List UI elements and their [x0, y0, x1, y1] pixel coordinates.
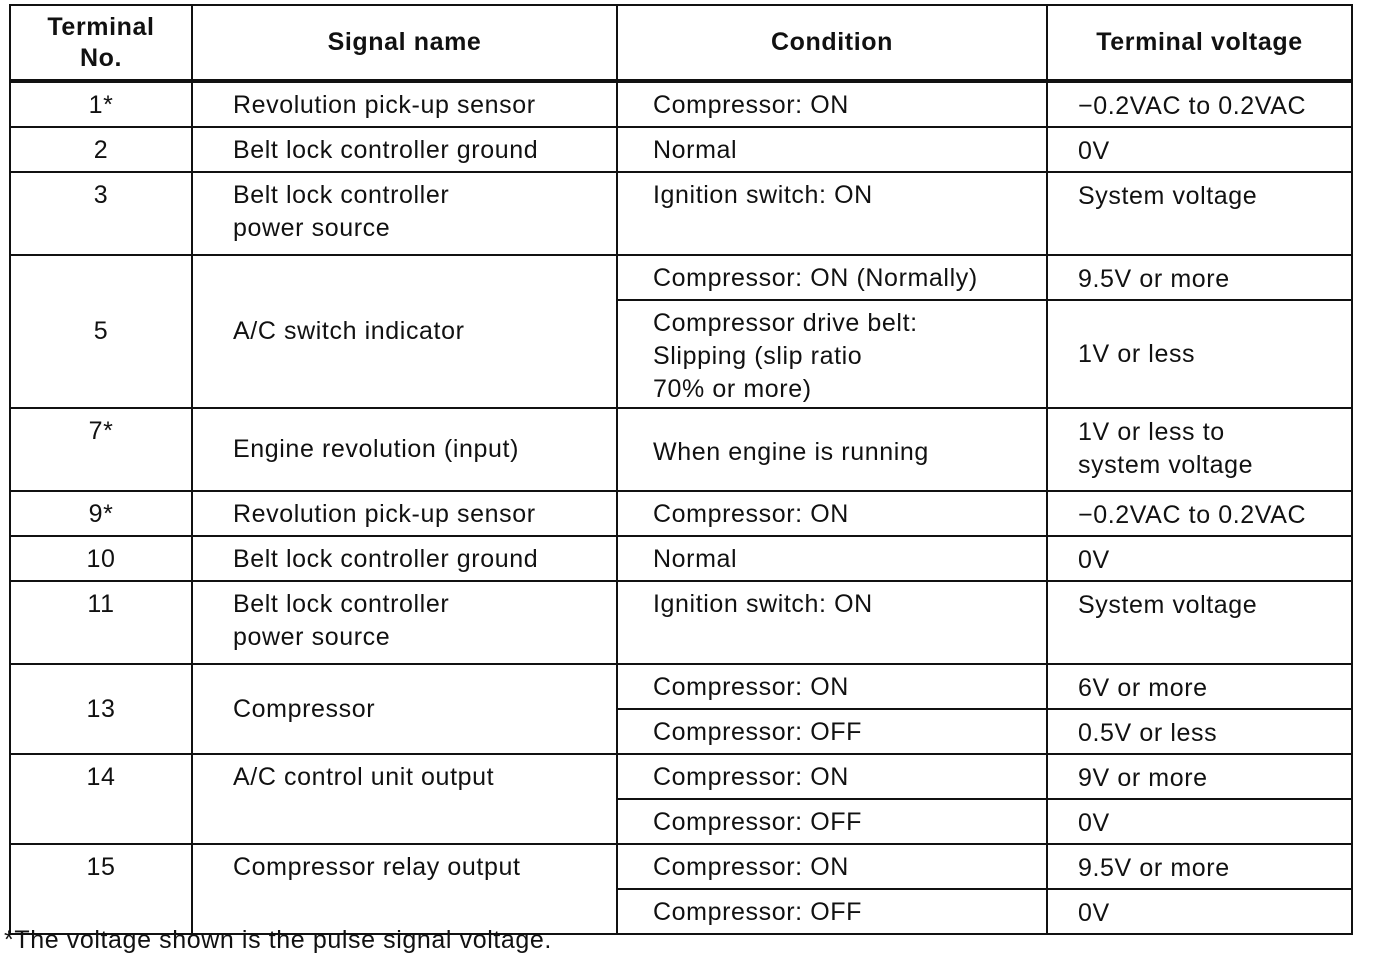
condition: When engine is running: [617, 408, 1047, 491]
signal-name: A/C switch indicator: [192, 255, 617, 408]
signal-name: Belt lock controller ground: [192, 127, 617, 172]
signal-name: Belt lock controller power source: [192, 172, 617, 255]
condition: Compressor drive belt: Slipping (slip ratio 70% or more): [617, 300, 1047, 408]
terminal-number: 3: [10, 172, 192, 255]
terminal-number: 9*: [10, 491, 192, 536]
terminal-voltage: −0.2VAC to 0.2VAC: [1047, 491, 1352, 536]
condition: Compressor: ON: [617, 664, 1047, 709]
terminal-number: 15: [10, 844, 192, 934]
condition: Normal: [617, 127, 1047, 172]
terminal-number: 5: [10, 255, 192, 408]
terminal-number: 13: [10, 664, 192, 754]
table-row: [10, 127, 1352, 172]
terminal-voltage: 0V: [1047, 536, 1352, 581]
terminal-voltage: 0.5V or less: [1047, 709, 1352, 754]
signal-name: Compressor relay output: [192, 844, 617, 934]
terminal-voltage: −0.2VAC to 0.2VAC: [1047, 81, 1352, 127]
condition: Ignition switch: ON: [617, 172, 1047, 255]
terminal-voltage: System voltage: [1047, 172, 1352, 255]
terminal-number: 14: [10, 754, 192, 844]
terminal-voltage: System voltage: [1047, 581, 1352, 664]
terminal-voltage: 6V or more: [1047, 664, 1352, 709]
signal-name: Revolution pick-up sensor: [192, 81, 617, 127]
condition: Compressor: ON: [617, 844, 1047, 889]
terminal-number: 11: [10, 581, 192, 664]
table-row: [10, 581, 1352, 664]
terminal-number: 10: [10, 536, 192, 581]
condition: Ignition switch: ON: [617, 581, 1047, 664]
terminal-voltage: 9V or more: [1047, 754, 1352, 799]
table-row: [10, 491, 1352, 536]
header-signal-name: Signal name: [192, 5, 617, 81]
table-row: [10, 172, 1352, 255]
header-condition: Condition: [617, 5, 1047, 81]
table-row: [10, 844, 1352, 889]
signal-name: Belt lock controller power source: [192, 581, 617, 664]
table-row: [10, 664, 1352, 709]
condition: Compressor: OFF: [617, 709, 1047, 754]
signal-name: Compressor: [192, 664, 617, 754]
signal-name: Engine revolution (input): [192, 408, 617, 491]
terminal-number: 1*: [10, 81, 192, 127]
condition: Compressor: OFF: [617, 799, 1047, 844]
footnote: *The voltage shown is the pulse signal voltage.: [4, 926, 552, 954]
header-terminal-voltage: Terminal voltage: [1047, 5, 1352, 81]
terminal-number: 2: [10, 127, 192, 172]
terminal-voltage: 0V: [1047, 889, 1352, 934]
table-row: [10, 255, 1352, 300]
terminal-voltage: 1V or less to system voltage: [1047, 408, 1352, 491]
terminal-voltage: 0V: [1047, 799, 1352, 844]
condition: Compressor: ON: [617, 491, 1047, 536]
terminal-voltage: 9.5V or more: [1047, 844, 1352, 889]
condition: Compressor: OFF: [617, 889, 1047, 934]
table-row: [10, 536, 1352, 581]
terminal-number: 7*: [10, 408, 192, 491]
condition: Normal: [617, 536, 1047, 581]
terminal-voltage: 9.5V or more: [1047, 255, 1352, 300]
condition: Compressor: ON (Normally): [617, 255, 1047, 300]
signal-name: Revolution pick-up sensor: [192, 491, 617, 536]
table-row: [10, 408, 1352, 491]
condition: Compressor: ON: [617, 81, 1047, 127]
table-row: [10, 81, 1352, 127]
table-header-row: [10, 5, 1352, 81]
table-row: [10, 754, 1352, 799]
header-terminal-no: Terminal No.: [10, 5, 192, 81]
terminal-voltage: 1V or less: [1047, 300, 1352, 408]
signal-name: Belt lock controller ground: [192, 536, 617, 581]
signal-name: A/C control unit output: [192, 754, 617, 844]
terminal-voltage-table: [9, 4, 1353, 935]
condition: Compressor: ON: [617, 754, 1047, 799]
terminal-voltage: 0V: [1047, 127, 1352, 172]
